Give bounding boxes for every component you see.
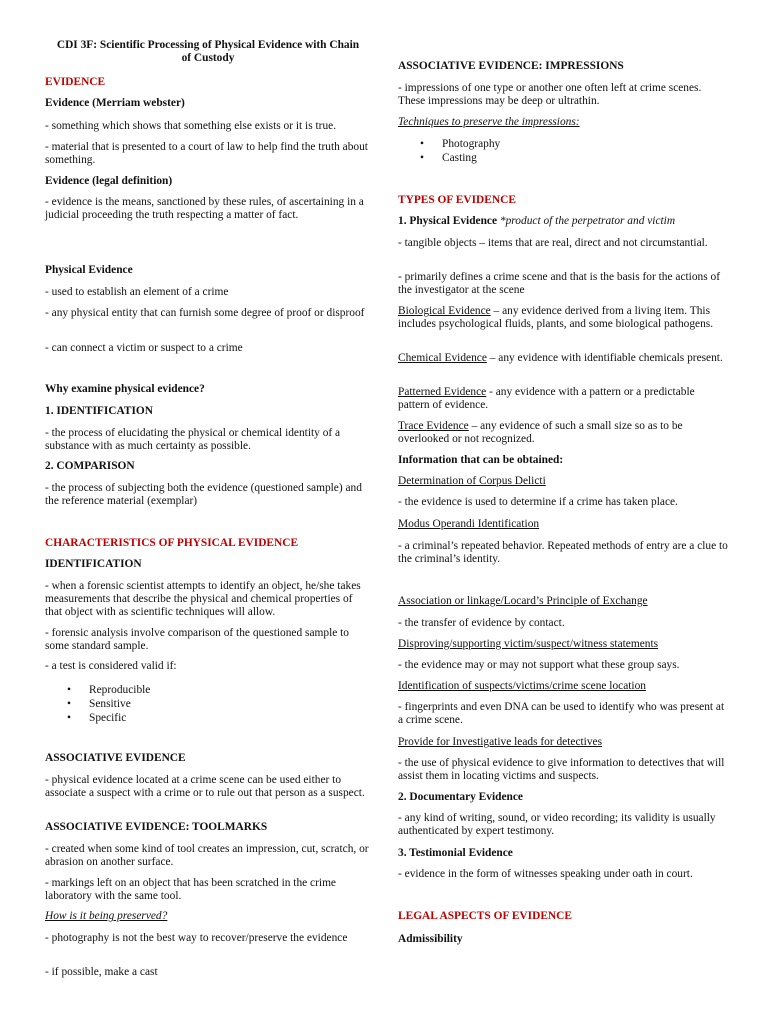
locard-heading: Association or linkage/Locard’s Principle of Exchange <box>398 595 648 607</box>
merriam-definition-2: - material that is presented to a court of law to help find the truth about something. <box>45 141 368 167</box>
documentary-evidence-heading: 2. Documentary Evidence <box>398 791 523 803</box>
physical-evidence-note: *product of the perpetrator and victim <box>499 215 676 227</box>
chemical-evidence-term: Chemical Evidence <box>398 352 487 364</box>
list-item: • Sensitive <box>45 697 371 711</box>
investigative-leads-heading: Provide for Investigative leads for detectives <box>398 736 603 748</box>
char-identification-heading: IDENTIFICATION <box>45 558 142 570</box>
trace-evidence <box>398 420 728 446</box>
list-item: • Photography <box>398 137 728 151</box>
types-of-evidence-heading: TYPES OF EVIDENCE <box>398 194 516 206</box>
preserved-text-2: - if possible, make a cast <box>45 966 158 978</box>
toolmarks-text-2: - markings left on an object that has been scratched in the crime laboratory with the same tool. <box>45 877 336 903</box>
comparison-heading: 2. COMPARISON <box>45 460 135 472</box>
locard-text: - the transfer of evidence by contact. <box>398 617 565 629</box>
characteristics-text-2: - forensic analysis involve comparison of the questioned sample to some standard sample. <box>45 627 349 653</box>
physical-evidence-point-1: - used to establish an element of a crime <box>45 286 229 298</box>
modus-operandi-text: - a criminal’s repeated behavior. Repeated methods of entry are a clue to the criminal’s identity. <box>398 540 728 566</box>
corpus-delicti-text: - the evidence is used to determine if a crime has taken place. <box>398 496 678 508</box>
characteristics-heading: CHARACTERISTICS OF PHYSICAL EVIDENCE <box>45 537 299 549</box>
information-heading: Information that can be obtained: <box>398 454 564 466</box>
physical-evidence-point-2: - any physical entity that can furnish some degree of proof or disproof <box>45 307 365 319</box>
techniques-heading: Techniques to preserve the impressions: <box>398 116 580 128</box>
admissibility-heading: Admissibility <box>398 933 463 945</box>
physical-evidence-point-3: - can connect a victim or suspect to a crime <box>45 342 243 354</box>
physical-evidence-heading: Physical Evidence <box>45 264 133 276</box>
comparison-text: - the process of subjecting both the evidence (questioned sample) and the reference material (exemplar) <box>45 482 362 508</box>
patterned-evidence <box>398 386 728 412</box>
associative-evidence-text: - physical evidence located at a crime scene can be used either to associate a suspect with a crime or to rule out that person as a suspect. <box>45 774 365 800</box>
techniques-list <box>398 137 728 165</box>
documentary-evidence-text: - any kind of writing, sound, or video recording; its validity is usually authenticated by expert testimony. <box>398 812 716 838</box>
toolmarks-heading: ASSOCIATIVE EVIDENCE: TOOLMARKS <box>45 821 268 833</box>
associative-evidence-heading: ASSOCIATIVE EVIDENCE <box>45 752 186 764</box>
impressions-heading: ASSOCIATIVE EVIDENCE: IMPRESSIONS <box>398 60 624 72</box>
preserved-text-1: - photography is not the best way to recover/preserve the evidence <box>45 932 348 944</box>
chemical-evidence <box>398 352 728 365</box>
list-item: • Casting <box>398 151 728 165</box>
identification-text: - the process of elucidating the physical or chemical identity of a substance with as much certainty as possible. <box>45 427 341 453</box>
valid-test-list <box>45 683 371 725</box>
merriam-definition-1: - something which shows that something else exists or it is true. <box>45 120 337 132</box>
evidence-heading: EVIDENCE <box>45 76 106 88</box>
investigative-leads-text: - the use of physical evidence to give information to detectives that will assist them in locating victims and suspects. <box>398 757 725 783</box>
disproving-text: - the evidence may or may not support what these group says. <box>398 659 680 671</box>
corpus-delicti-heading: Determination of Corpus Delicti <box>398 475 546 487</box>
preserved-heading: How is it being preserved? <box>45 910 168 922</box>
characteristics-text-1: - when a forensic scientist attempts to identify an object, he/she takes measurements that describe the physical and chemical properties of that object with as scientific techniques will allow. <box>45 580 361 619</box>
trace-evidence-definition: – any evidence of such a small size so as to be overlooked or not recognized. <box>398 420 683 446</box>
testimonial-evidence-heading: 3. Testimonial Evidence <box>398 847 513 859</box>
characteristics-text-3: - a test is considered valid if: <box>45 660 177 672</box>
why-examine-heading: Why examine physical evidence? <box>45 383 205 395</box>
toolmarks-text-1: - created when some kind of tool creates an impression, cut, scratch, or abrasion on another surface. <box>45 843 369 869</box>
legal-aspects-heading: LEGAL ASPECTS OF EVIDENCE <box>398 910 572 922</box>
patterned-evidence-definition: - any evidence with a pattern or a predictable pattern of evidence. <box>398 386 695 412</box>
crime-scene-text: - primarily defines a crime scene and that is the basis for the actions of the investigator at the scene <box>398 271 720 297</box>
tangible-objects-text: - tangible objects – items that are real, direct and not circumstantial. <box>398 237 708 249</box>
merriam-heading: Evidence (Merriam webster) <box>45 97 185 109</box>
chemical-evidence-definition: – any evidence with identifiable chemicals present. <box>486 352 723 364</box>
suspects-identification-text: - fingerprints and even DNA can be used to identify who was present at a crime scene. <box>398 701 725 727</box>
disproving-heading: Disproving/supporting victim/suspect/witness statements <box>398 638 659 650</box>
biological-evidence <box>398 305 728 331</box>
biological-evidence-term: Biological Evidence <box>398 305 491 317</box>
testimonial-evidence-text: - evidence in the form of witnesses speaking under oath in court. <box>398 868 693 880</box>
identification-heading: 1. IDENTIFICATION <box>45 405 154 417</box>
patterned-evidence-term: Patterned Evidence <box>398 386 487 398</box>
impressions-text: - impressions of one type or another one often left at crime scenes. These impressions may be deep or ultrathin. <box>398 82 702 108</box>
legal-definition: - evidence is the means, sanctioned by these rules, of ascertaining in a judicial proceeding the truth respecting a matter of fact. <box>45 196 364 222</box>
trace-evidence-term: Trace Evidence <box>398 420 469 432</box>
physical-evidence-type-label: 1. Physical Evidence <box>398 215 498 227</box>
physical-evidence-type <box>398 215 728 228</box>
biological-evidence-definition: – any evidence derived from a living item. This includes psychological fluids, plants, and some biological pathogens. <box>398 305 714 331</box>
suspects-identification-heading: Identification of suspects/victims/crime scene location <box>398 680 646 692</box>
legal-definition-heading: Evidence (legal definition) <box>45 175 173 187</box>
document-title: CDI 3F: Scientific Processing of Physical Evidence with Chain of Custody <box>56 39 360 65</box>
list-item: • Reproducible <box>45 683 371 697</box>
modus-operandi-heading: Modus Operandi Identification <box>398 518 540 530</box>
list-item: • Specific <box>45 711 371 725</box>
